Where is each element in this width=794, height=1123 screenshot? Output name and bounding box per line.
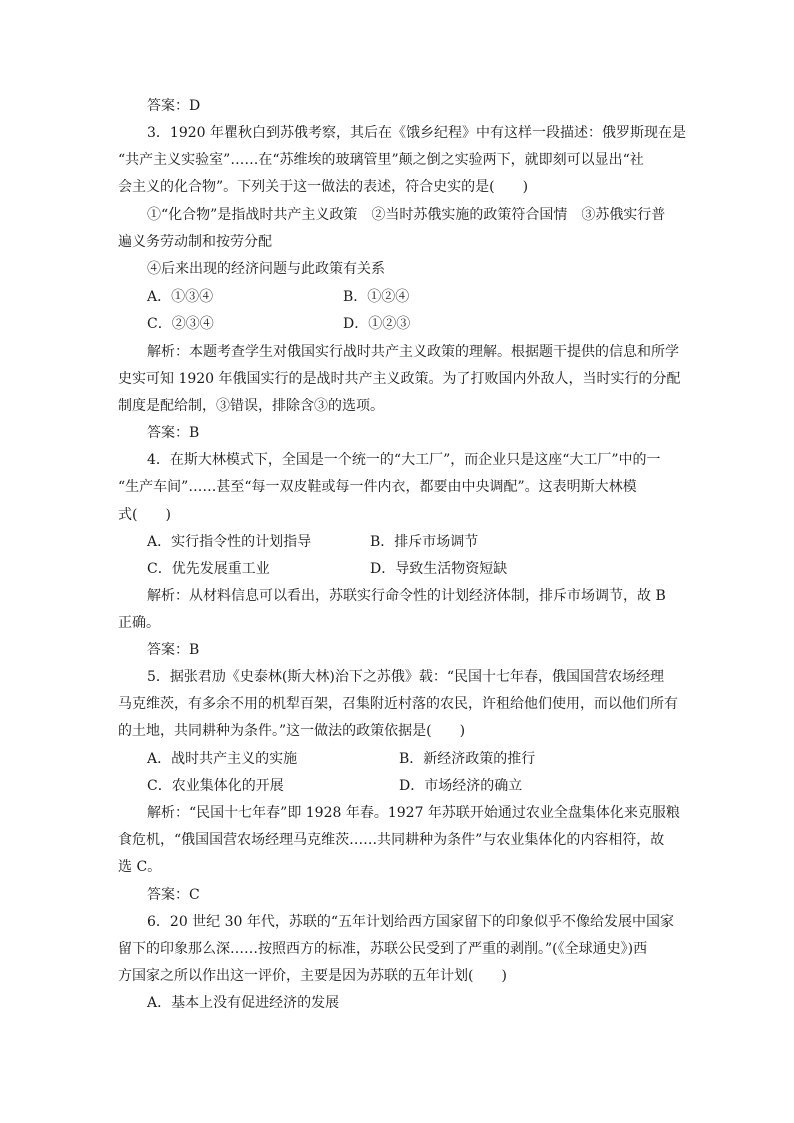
analysis-q4: 解析：从材料信息可以看出，苏联实行命令性的计划经济体制，排斥市场调节，故 B xyxy=(147,588,666,604)
analysis-q5: 选 C。 xyxy=(118,859,162,875)
analysis-q5: 食危机，“俄国国营农场经理马克维茨……共同耕种为条件”与农业集体化的内容相符，故 xyxy=(118,832,665,848)
question-3-stem: 会主义的化合物”。下列关于这一做法的表述，符合史实的是( ) xyxy=(118,179,529,195)
question-4-stem: 4．在斯大林模式下，全国是一个统一的“大工厂”，而企业只是这座“大工厂”中的一 xyxy=(147,452,661,468)
analysis-q3: 制度是配给制，③错误，排除含③的选项。 xyxy=(118,398,384,414)
question-4-stem: “生产车间”……甚至“每一双皮鞋或每一件内衣，都要由中央调配”。这表明斯大林模 xyxy=(118,479,637,495)
analysis-q3: 史实可知 1920 年俄国实行的是战时共产主义政策。为了打败国内外敌人，当时实行的分配 xyxy=(118,371,681,387)
option-d: D．市场经济的确立 xyxy=(399,778,523,794)
question-6-stem: 6．20 世纪 30 年代，苏联的“五年计划给西方国家留下的印象似乎不像给发展中国家 xyxy=(147,914,675,930)
analysis-q4: 正确。 xyxy=(118,615,160,631)
option-c: C．优先发展重工业 xyxy=(147,561,270,577)
option-d: D．导致生活物资短缺 xyxy=(370,561,508,577)
question-6-stem: 留下的印象那么深……按照西方的标准，苏联公民受到了严重的剥削。”(《全球通史》)西 xyxy=(118,941,648,957)
question-5-stem: 的土地，共同耕种为条件。”这一做法的政策依据是( ) xyxy=(118,723,466,739)
question-6-stem: 方国家之所以作出这一评价，主要是因为苏联的五年计划( ) xyxy=(118,968,507,984)
option-a: A．战时共产主义的实施 xyxy=(147,751,298,767)
question-5-stem: 马克维茨，有多余不用的机犁百架，召集附近村落的农民，许租给他们使用，而以他们所有 xyxy=(118,696,678,712)
option-b: B．排斥市场调节 xyxy=(370,534,479,550)
option-a: A．基本上没有促进经济的发展 xyxy=(147,995,340,1011)
answer-q5: 答案：C xyxy=(147,887,200,903)
answer-q4: 答案：B xyxy=(147,642,200,658)
option-c: C．②③④ xyxy=(147,316,214,332)
option-b: B．①②④ xyxy=(343,289,410,305)
option-d: D．①②③ xyxy=(343,316,411,332)
question-5-stem: 5．据张君劢《史泰林(斯大林)治下之苏俄》载：“民国十七年春，俄国国营农场经理 xyxy=(147,669,664,685)
question-3-statements: 遍义务劳动制和按劳分配 xyxy=(118,234,272,250)
option-a: A．①③④ xyxy=(147,289,214,305)
question-3-stem: 3．1920 年瞿秋白到苏俄考察，其后在《饿乡纪程》中有这样一段描述：俄罗斯现在是 xyxy=(147,125,686,141)
option-a: A．实行指令性的计划指导 xyxy=(147,534,312,550)
option-c: C．农业集体化的开展 xyxy=(147,778,284,794)
question-4-stem: 式( ) xyxy=(118,507,171,523)
option-b: B．新经济政策的推行 xyxy=(399,751,536,767)
answer-q2: 答案：D xyxy=(147,98,201,114)
question-3-statements: ④后来出现的经济问题与此政策有关系 xyxy=(147,261,385,277)
answer-q3: 答案：B xyxy=(147,425,200,441)
question-3-statements: ①“化合物”是指战时共产主义政策 ②当时苏俄实施的政策符合国情 ③苏俄实行普 xyxy=(147,207,666,223)
question-3-stem: “共产主义实验室”……在“苏维埃的玻璃管里”颠之倒之实验两下，就即刻可以显出“社 xyxy=(118,152,644,168)
analysis-q3: 解析：本题考查学生对俄国实行战时共产主义政策的理解。根据题干提供的信息和所学 xyxy=(147,344,679,360)
analysis-q5: 解析：“民国十七年春”即 1928 年春。1927 年苏联开始通过农业全盘集体化来克服粮 xyxy=(147,805,680,821)
